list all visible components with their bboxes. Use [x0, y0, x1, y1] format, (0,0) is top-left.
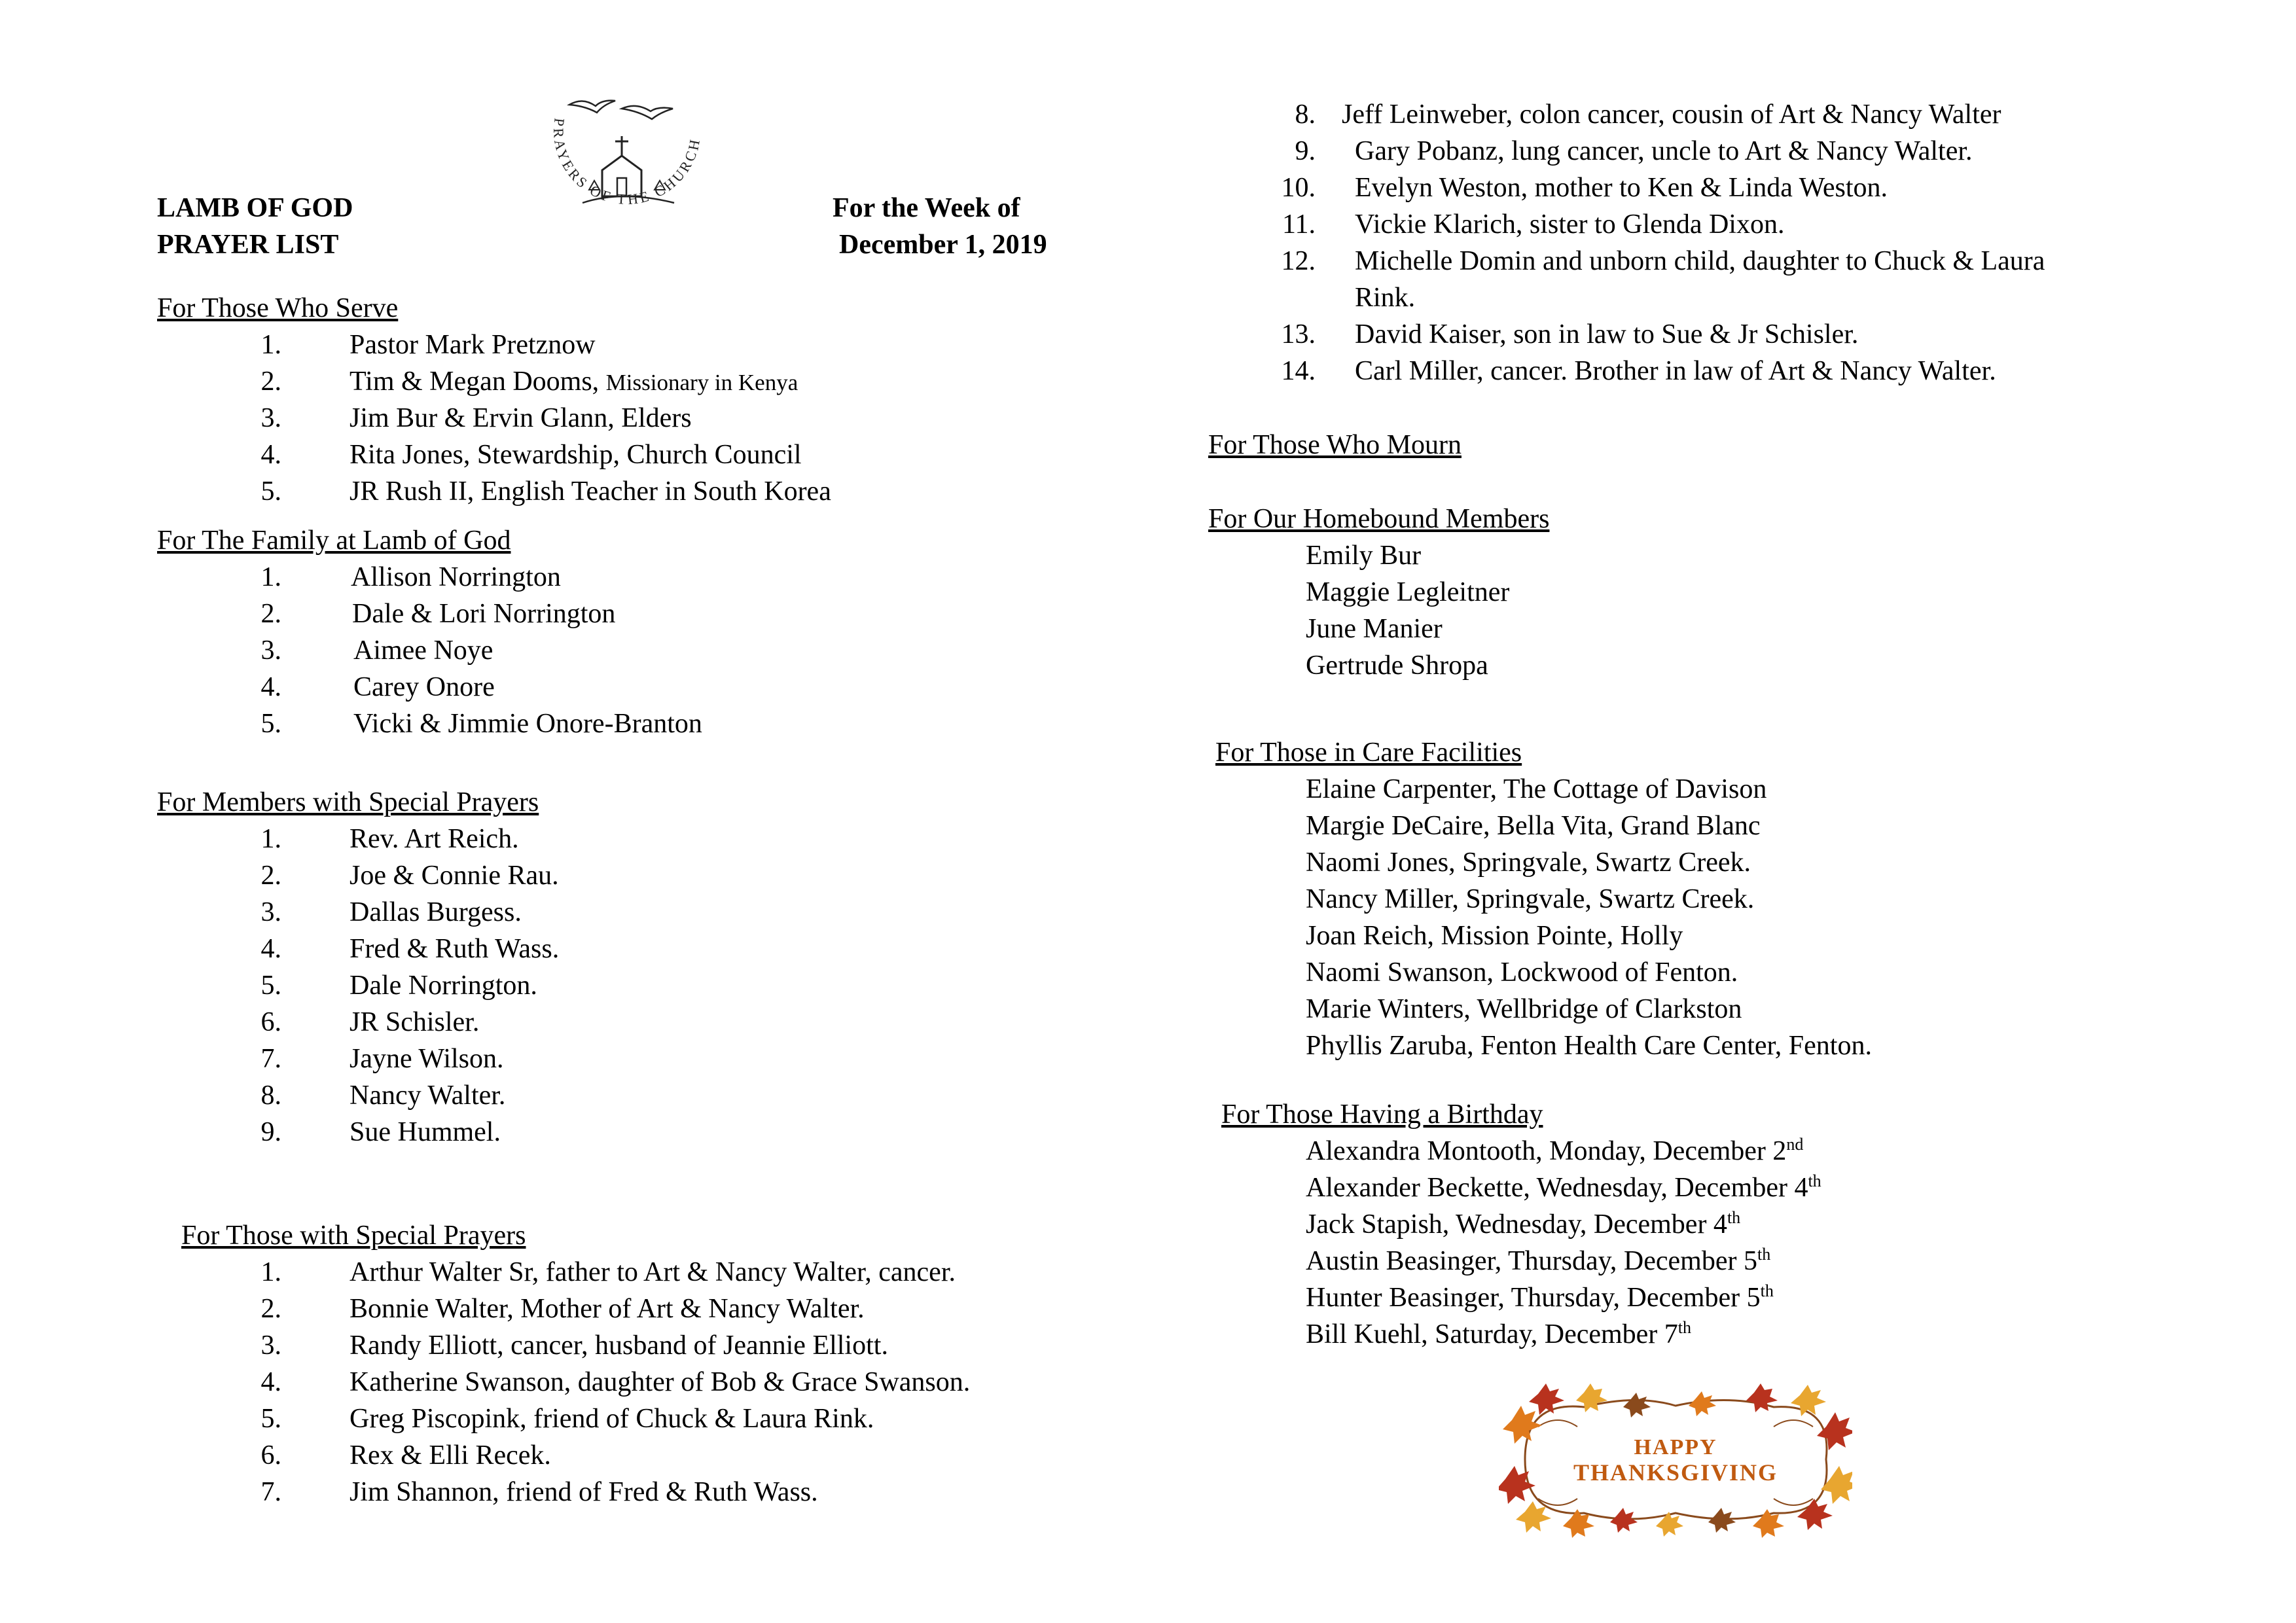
item-name: Jayne Wilson.	[350, 1044, 504, 1074]
item-number: 2.	[260, 861, 281, 891]
item-name: Evelyn Weston, mother to Ken & Linda Weston.	[1355, 173, 1888, 203]
item-number: 7.	[260, 1044, 281, 1074]
banner-line1: HAPPY	[1634, 1435, 1717, 1459]
item-number: 5.	[260, 971, 281, 1001]
item-number: 7.	[260, 1477, 281, 1507]
item-name: Jim Bur & Ervin Glann, Elders	[350, 403, 692, 433]
item-name: Carl Miller, cancer. Brother in law of Art & Nancy Walter.	[1355, 356, 1996, 386]
item-number: 9.	[1295, 136, 1316, 166]
list-title: PRAYER LIST	[157, 230, 339, 260]
item-name: Jeff Leinweber, colon cancer, cousin of Art & Nancy Walter	[1342, 99, 2001, 130]
item-number: 1.	[260, 330, 281, 360]
list-item: Gertrude Shropa	[1306, 651, 1488, 681]
list-item: Jack Stapish, Wednesday, December 4th	[1306, 1208, 1741, 1240]
item-number: 4.	[260, 440, 281, 470]
item-name: Dale & Lori Norrington	[352, 599, 616, 629]
item-name: Greg Piscopink, friend of Chuck & Laura Rink.	[350, 1404, 874, 1434]
item-name: Fred & Ruth Wass.	[350, 934, 560, 964]
item-name: Arthur Walter Sr, father to Art & Nancy Walter, cancer.	[350, 1257, 956, 1287]
item-number: 2.	[260, 366, 281, 397]
item-name: Carey Onore	[353, 672, 495, 702]
list-item: Elaine Carpenter, The Cottage of Davison	[1306, 774, 1767, 804]
item-name: Tim & Megan Dooms,	[350, 366, 600, 397]
list-item: Alexander Beckette, Wednesday, December 4th	[1306, 1171, 1821, 1203]
item-name: Vicki & Jimmie Onore-Branton	[353, 709, 702, 739]
item-number: 3.	[260, 403, 281, 433]
item-name: Bonnie Walter, Mother of Art & Nancy Walter.	[350, 1294, 865, 1324]
item-name: Randy Elliott, cancer, husband of Jeannie Elliott.	[350, 1330, 888, 1361]
item-name: Aimee Noye	[353, 635, 493, 666]
list-item: Nancy Miller, Springvale, Swartz Creek.	[1306, 884, 1755, 914]
list-item: Hunter Beasinger, Thursday, December 5th	[1306, 1281, 1774, 1313]
item-number: 13.	[1281, 319, 1316, 349]
thanksgiving-banner	[1499, 1381, 1852, 1538]
section-title-mourn: For Those Who Mourn	[1208, 430, 1462, 460]
item-name: Joe & Connie Rau.	[350, 861, 559, 891]
list-item: Bill Kuehl, Saturday, December 7th	[1306, 1318, 1692, 1349]
item-number: 8.	[1295, 99, 1316, 130]
item-name: Rex & Elli Recek.	[350, 1440, 551, 1471]
list-item: Maggie Legleitner	[1306, 577, 1510, 607]
list-item: Joan Reich, Mission Pointe, Holly	[1306, 921, 1683, 951]
item-name: Allison Norrington	[351, 562, 561, 592]
list-item: Alexandra Montooth, Monday, December 2nd	[1306, 1135, 1804, 1166]
list-item: Marie Winters, Wellbridge of Clarkston	[1306, 994, 1742, 1024]
list-item: Margie DeCaire, Bella Vita, Grand Blanc	[1306, 811, 1761, 841]
list-item: June Manier	[1306, 614, 1443, 644]
list-item: Phyllis Zaruba, Fenton Health Care Center, Fenton.	[1306, 1031, 1872, 1061]
item-name: David Kaiser, son in law to Sue & Jr Schisler.	[1355, 319, 1859, 349]
item-name: Katherine Swanson, daughter of Bob & Grace Swanson.	[350, 1367, 971, 1397]
list-item: Emily Bur	[1306, 541, 1422, 571]
item-number: 5.	[260, 709, 281, 739]
item-name: Rita Jones, Stewardship, Church Council	[350, 440, 802, 470]
item-name: Jim Shannon, friend of Fred & Ruth Wass.	[350, 1477, 818, 1507]
section-title-family: For The Family at Lamb of God	[157, 526, 511, 556]
item-number: 2.	[260, 1294, 281, 1324]
item-number: 3.	[260, 1330, 281, 1361]
church-name: LAMB OF GOD	[157, 193, 353, 223]
prayers-of-the-church-logo	[524, 92, 733, 242]
item-number: 12.	[1281, 246, 1316, 276]
item-number: 2.	[260, 599, 281, 629]
section-title-special: For Those with Special Prayers	[181, 1221, 526, 1251]
item-number: 1.	[260, 562, 281, 592]
item-name: Dale Norrington.	[350, 971, 537, 1001]
item-number: 14.	[1281, 356, 1316, 386]
item-name: JR Schisler.	[350, 1007, 480, 1037]
item-name: JR Rush II, English Teacher in South Korea	[350, 476, 831, 507]
item-name: Michelle Domin and unborn child, daughter to Chuck & Laura	[1355, 246, 2045, 276]
item-number: 9.	[260, 1117, 281, 1147]
item-number: 8.	[260, 1080, 281, 1111]
item-name-continued: Rink.	[1355, 283, 1416, 313]
banner-line2: THANKSGIVING	[1573, 1459, 1778, 1486]
item-number: 1.	[260, 824, 281, 854]
list-item: Austin Beasinger, Thursday, December 5th	[1306, 1245, 1771, 1276]
item-number: 5.	[260, 476, 281, 507]
item-number: 3.	[260, 897, 281, 927]
item-number: 10.	[1281, 173, 1316, 203]
item-number: 5.	[260, 1404, 281, 1434]
item-name: Dallas Burgess.	[350, 897, 522, 927]
item-number: 3.	[260, 635, 281, 666]
week-label: For the Week of	[833, 193, 1020, 223]
item-name: Pastor Mark Pretznow	[350, 330, 596, 360]
item-number: 6.	[260, 1007, 281, 1037]
item-name: Sue Hummel.	[350, 1117, 501, 1147]
list-item: Naomi Swanson, Lockwood of Fenton.	[1306, 957, 1738, 988]
item-number: 4.	[260, 934, 281, 964]
section-title-members: For Members with Special Prayers	[157, 787, 539, 817]
section-title-homebound: For Our Homebound Members	[1208, 504, 1550, 534]
item-name: Rev. Art Reich.	[350, 824, 519, 854]
section-title-birthday: For Those Having a Birthday	[1221, 1099, 1543, 1130]
item-note: Missionary in Kenya	[605, 370, 798, 395]
item-name: Gary Pobanz, lung cancer, uncle to Art & Nancy Walter.	[1355, 136, 1973, 166]
section-title-serve: For Those Who Serve	[157, 293, 399, 323]
item-number: 4.	[260, 1367, 281, 1397]
section-title-care: For Those in Care Facilities	[1215, 738, 1522, 768]
item-name: Nancy Walter.	[350, 1080, 506, 1111]
list-item: Naomi Jones, Springvale, Swartz Creek.	[1306, 847, 1751, 878]
item-name: Vickie Klarich, sister to Glenda Dixon.	[1355, 209, 1785, 240]
item-number: 4.	[260, 672, 281, 702]
week-date: December 1, 2019	[839, 230, 1047, 260]
item-number: 11.	[1282, 209, 1316, 240]
item-number: 1.	[260, 1257, 281, 1287]
item-number: 6.	[260, 1440, 281, 1471]
logo-text: PRAYERS OF THE CHURCH	[550, 117, 704, 208]
